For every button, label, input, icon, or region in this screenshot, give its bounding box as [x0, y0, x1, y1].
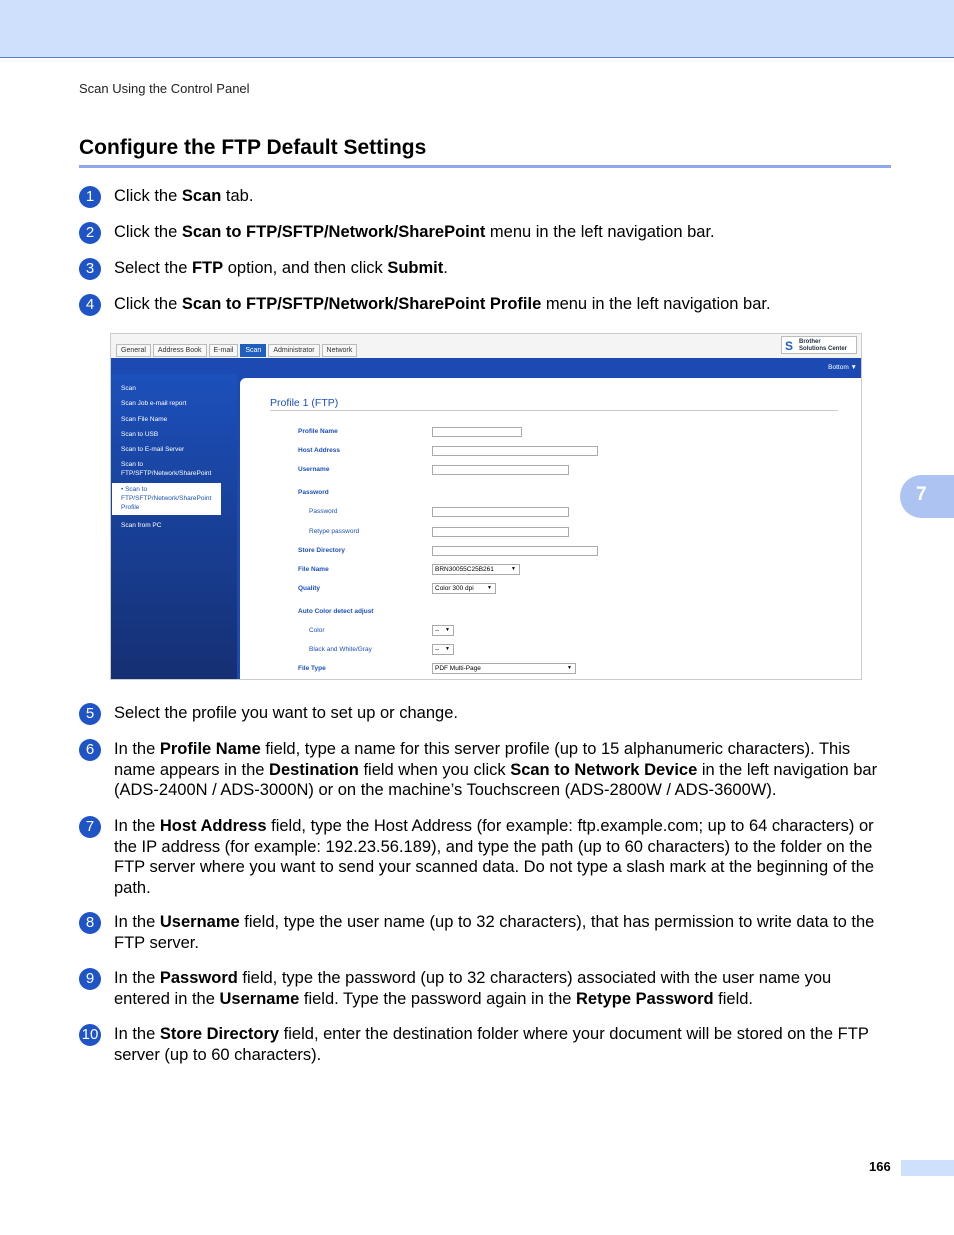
step-1 — [79, 186, 891, 207]
step-3 — [79, 258, 891, 279]
step-text-part: Click the — [114, 223, 182, 241]
tab-general[interactable]: General — [116, 344, 151, 357]
step-text-part: In the — [114, 1025, 160, 1043]
color-value: -- — [435, 627, 440, 634]
step-text — [114, 968, 891, 1009]
step-text-part: menu in the left navigation bar. — [485, 223, 715, 241]
username-label: Username — [298, 466, 330, 473]
store-directory-input[interactable] — [432, 546, 598, 556]
bw-label: Black and White/Gray — [309, 646, 372, 653]
step-text-part: field when you click — [358, 760, 511, 779]
nav-scan-to-ftp[interactable]: Scan to FTP/SFTP/Network/SharePoint — [121, 461, 212, 477]
step-number-badge: 2 — [79, 222, 101, 244]
password-label: Password — [309, 508, 338, 515]
step-text-part: field, type the password (up to 32 characters) associated with the user name you entered in the — [114, 969, 832, 1008]
step-text-part: Select the — [114, 259, 192, 277]
step-text-part: In the — [114, 740, 160, 758]
quality-value: Color 300 dpi — [435, 585, 474, 592]
host-address-label: Host Address — [298, 447, 341, 454]
step-number-badge: 1 — [79, 186, 101, 208]
file-name-select[interactable] — [432, 564, 520, 575]
tab-network[interactable]: Network — [322, 344, 358, 357]
auto-color-label: Auto Color detect adjust — [298, 608, 374, 615]
step-9 — [79, 968, 891, 1009]
ui-term: Submit — [387, 259, 444, 277]
web-ui-screenshot — [110, 333, 862, 680]
step-text-part: field, type the Host Address (for example: ftp.example.com; up to 64 characters) or the IP address (for example: 192.23.56.189), and type the path (up to 60 characters) to the folder on the FTP server where you want to send your scanned data. Do not type a slash mark at the beginning of the path. — [114, 817, 875, 897]
brother-logo — [781, 336, 857, 354]
step-6 — [79, 739, 891, 801]
dropdown-arrow-icon: ▼ — [445, 627, 450, 633]
step-4 — [79, 294, 891, 315]
step-number-badge: 8 — [79, 912, 101, 934]
step-text — [114, 912, 891, 953]
page-number-bar — [901, 1160, 954, 1176]
username-input[interactable] — [432, 465, 569, 475]
chapter-tab — [900, 475, 954, 518]
step-text — [114, 222, 891, 243]
step-text — [114, 739, 891, 801]
step-text — [114, 1024, 891, 1065]
step-text — [114, 294, 891, 315]
step-5 — [79, 703, 891, 724]
password-group-label: Password — [298, 489, 329, 496]
dropdown-arrow-icon: ▼ — [511, 566, 516, 572]
nav-scan-job-report[interactable]: Scan Job e-mail report — [121, 400, 187, 407]
page-number: 166 — [869, 1159, 891, 1174]
step-text — [114, 703, 891, 724]
step-text — [114, 816, 891, 898]
step-number-badge: 7 — [79, 816, 101, 838]
ui-term: Username — [159, 913, 240, 931]
profile-panel — [240, 378, 862, 680]
quality-label: Quality — [298, 585, 321, 592]
top-band — [0, 0, 954, 58]
content-area — [237, 374, 862, 680]
step-number-badge: 10 — [79, 1024, 101, 1046]
ui-term: Username — [219, 989, 300, 1008]
title-rule — [79, 165, 891, 168]
ui-term: Scan to Network Device — [510, 760, 698, 779]
screenshot-tab-bar — [111, 334, 862, 358]
nav-scan[interactable]: Scan — [121, 385, 136, 392]
step-text — [114, 186, 891, 207]
dropdown-arrow-icon: ▼ — [487, 585, 492, 591]
step-text-part: In the — [114, 969, 160, 987]
profile-name-label: Profile Name — [298, 428, 338, 435]
ui-term: FTP — [191, 259, 224, 277]
tab-address-book[interactable]: Address Book — [153, 344, 207, 357]
logo-line1: Brother — [799, 339, 821, 345]
step-8 — [79, 912, 891, 953]
step-text-part: Click the — [114, 187, 182, 205]
dropdown-arrow-icon: ▼ — [567, 665, 572, 671]
color-select[interactable] — [432, 625, 454, 636]
step-text-part: field, type a name for this server profile (up to 15 alphanumeric characters). This name appears in the — [114, 740, 851, 779]
step-text-part: tab. — [221, 187, 254, 205]
ui-term: Host Address — [159, 817, 267, 835]
step-number-badge: 5 — [79, 703, 101, 725]
nav-scan-from-pc[interactable]: Scan from PC — [121, 522, 162, 529]
password-input[interactable] — [432, 507, 569, 517]
step-number-badge: 4 — [79, 294, 101, 316]
tab-e-mail[interactable]: E-mail — [209, 344, 239, 357]
step-number-badge: 9 — [79, 968, 101, 990]
ui-term: Store Directory — [159, 1025, 280, 1043]
page-title: Configure the FTP Default Settings — [79, 136, 427, 159]
left-navigation — [111, 374, 237, 680]
file-name-label: File Name — [298, 566, 329, 573]
profile-title-rule — [270, 410, 838, 411]
step-text-part: in the left navigation bar (ADS-2400N / ADS-3000N) or on the machine’s Touchscreen (ADS-2800W / ADS-3600W). — [114, 760, 878, 799]
bottom-link[interactable]: Bottom ▼ — [828, 364, 857, 371]
ui-term: Retype Password — [576, 989, 714, 1008]
step-text — [114, 258, 891, 279]
step-number-badge: 3 — [79, 258, 101, 280]
nav-scan-to-usb[interactable]: Scan to USB — [121, 431, 159, 438]
nav-scan-to-ftp-profile[interactable]: • Scan to FTP/SFTP/Network/SharePoint Profile — [112, 483, 221, 515]
host-address-input[interactable] — [432, 446, 598, 456]
step-text-part: field. Type the password again in the — [299, 989, 577, 1008]
step-text-part: menu in the left navigation bar. — [541, 295, 771, 313]
file-type-label: File Type — [298, 665, 326, 672]
chapter-number: 7 — [916, 484, 927, 505]
step-text-part: field. — [713, 989, 754, 1008]
nav-scan-file-name[interactable]: Scan File Name — [121, 416, 168, 423]
dropdown-arrow-icon: ▼ — [445, 646, 450, 652]
step-text-part: In the — [114, 817, 160, 835]
step-text-part: Select the profile you want to set up or change. — [114, 704, 458, 722]
file-type-value: PDF Multi-Page — [435, 665, 481, 672]
tab-scan[interactable]: Scan — [240, 344, 266, 357]
ui-term: Scan to FTP/SFTP/Network/SharePoint — [181, 223, 486, 241]
ui-term: Password — [159, 969, 238, 987]
ui-term: Destination — [269, 760, 359, 779]
ui-term: Scan — [181, 187, 222, 205]
running-header: Scan Using the Control Panel — [79, 81, 250, 96]
step-text-part: Click the — [114, 295, 182, 313]
step-text-part: In the — [114, 913, 160, 931]
step-7 — [79, 816, 891, 898]
tab-administrator[interactable]: Administrator — [268, 344, 319, 357]
step-2 — [79, 222, 891, 243]
ui-term: Profile Name — [159, 740, 261, 758]
quality-select[interactable] — [432, 583, 496, 594]
step-text-part: . — [443, 259, 448, 277]
file-name-value: BRN30055C25B261 — [435, 566, 494, 573]
bw-value: -- — [435, 646, 440, 653]
color-label: Color — [309, 627, 325, 634]
brother-s-icon: S — [785, 339, 794, 353]
step-number-badge: 6 — [79, 739, 101, 761]
nav-scan-to-email-server[interactable]: Scan to E-mail Server — [121, 446, 185, 453]
bw-select[interactable] — [432, 644, 454, 655]
step-text-part: option, and then click — [223, 259, 388, 277]
screenshot-blue-bar — [111, 358, 862, 374]
logo-line2: Solutions Center — [799, 346, 848, 352]
step-text-part: field, type the user name (up to 32 characters), that has permission to write data to the FTP server. — [114, 913, 875, 952]
store-directory-label: Store Directory — [298, 547, 345, 554]
profile-name-input[interactable] — [432, 427, 522, 437]
ui-term: Scan to FTP/SFTP/Network/SharePoint Profile — [181, 295, 542, 313]
step-10 — [79, 1024, 891, 1065]
step-text-part: field, enter the destination folder where your document will be stored on the FTP server (up to 60 characters). — [114, 1025, 869, 1064]
profile-title: Profile 1 (FTP) — [270, 397, 339, 409]
retype-password-input[interactable] — [432, 527, 569, 537]
file-type-select[interactable] — [432, 663, 576, 674]
retype-password-label: Retype password — [309, 528, 360, 535]
